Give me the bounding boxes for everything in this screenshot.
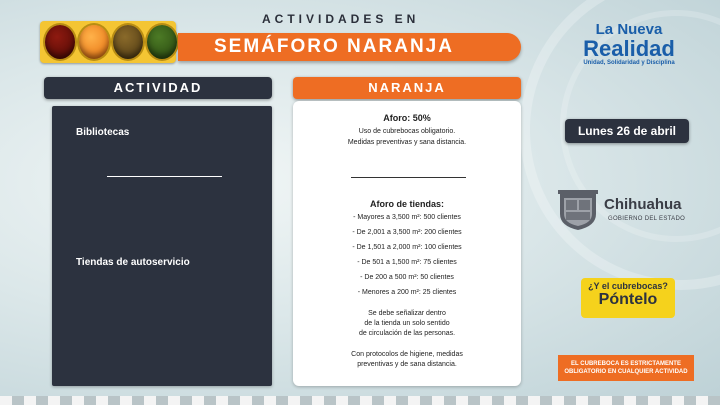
activity-bibliotecas: Bibliotecas [76,127,130,138]
activity-divider [107,176,222,177]
traffic-light-icon [40,21,176,63]
warning-line2: OBLIGATORIO EN CUALQUIER ACTIVIDAD [564,369,688,375]
tiendas-item: - De 200 a 500 m²: 50 clientes [360,274,454,281]
rules-divider [351,177,466,178]
note1-line2: de la tienda un solo sentido [364,320,450,327]
government-name: Chihuahua [604,196,682,213]
green-lamp-icon [147,25,177,59]
logo-line2: Realidad [583,36,675,61]
note2-line2: preventivas y de sana distancia. [357,361,457,368]
mask-warning-banner [558,355,694,381]
naranja-rules-panel [293,101,521,386]
yellow-lamp-icon [113,25,143,59]
campaign-question: ¿Y el cubrebocas? [588,281,668,291]
aforo-title: Aforo: 50% [383,113,431,123]
orange-lamp-icon [79,25,109,59]
tiendas-title: Aforo de tiendas: [369,199,444,209]
activity-tiendas: Tiendas de autoservicio [76,257,190,268]
tiendas-item: - De 2,001 a 3,500 m²: 200 clientes [352,229,462,236]
header-title: SEMÁFORO NARANJA [214,36,454,57]
header-banner [178,33,521,61]
la-nueva-realidad-logo [574,22,684,66]
header-subtitle: ACTIVIDADES EN [262,12,420,26]
government-subtitle: GOBIERNO DEL ESTADO [608,216,686,222]
aforo-line1: Uso de cubrebocas obligatorio. [358,128,456,135]
date-label: Lunes 26 de abril [565,119,689,143]
campaign-slogan: Póntelo [598,291,658,308]
note1-line3: de circulación de las personas. [358,330,456,337]
tiendas-item: - De 501 a 1,500 m²: 75 clientes [357,259,457,266]
tiendas-item: - Menores a 200 m²: 25 clientes [357,289,457,296]
campaign-badge [581,278,675,318]
warning-line1: EL CUBREBOCA ES ESTRICTAMENTE [571,361,681,367]
chihuahua-government-logo [556,188,706,233]
red-lamp-icon [45,25,75,59]
logo-line1: La Nueva [595,21,663,38]
note1-line1: Se debe señalizar dentro [368,310,446,317]
aforo-line2: Medidas preventivas y sana distancia. [347,139,467,146]
tiendas-item: - De 1,501 a 2,000 m²: 100 clientes [352,244,462,251]
coat-of-arms-icon [556,188,600,232]
column-header-actividad: ACTIVIDAD [44,77,272,99]
tiendas-item: - Mayores a 3,500 m²: 500 clientes [353,214,461,221]
column-header-naranja: NARANJA [293,77,521,99]
logo-tagline: Unidad, Solidaridad y Disciplina [583,60,675,66]
note2-line1: Con protocolos de higiene, medidas [351,351,463,358]
checkered-footer-strip [0,396,720,405]
activities-panel [52,106,272,386]
